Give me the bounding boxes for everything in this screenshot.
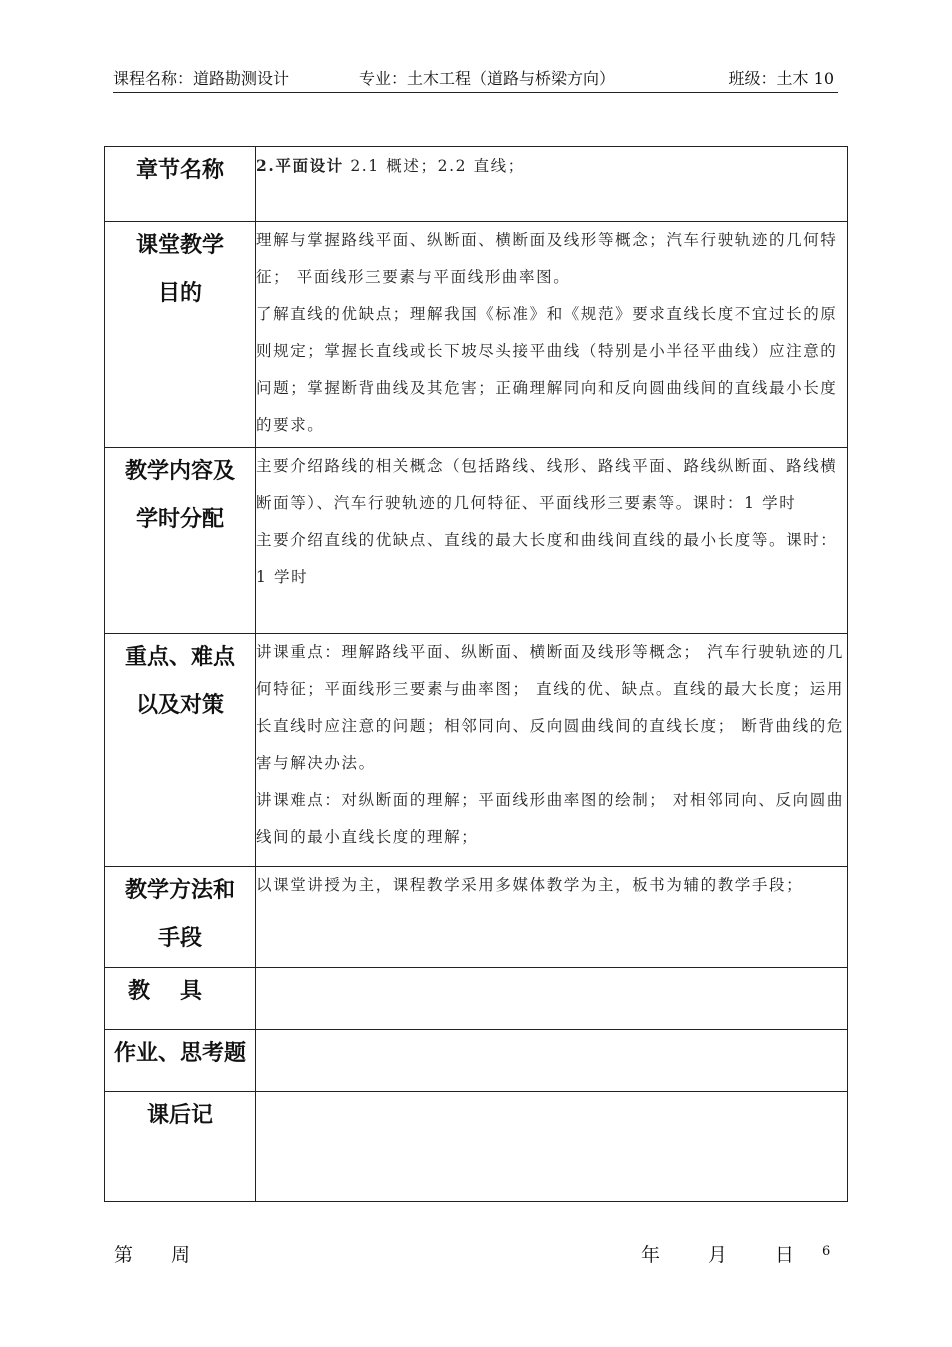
label-key-points-line2: 以及对策 — [135, 693, 224, 718]
row-method — [105, 867, 848, 968]
row-notes — [105, 1092, 848, 1202]
label-content — [105, 448, 256, 634]
chapter-title-rest: 2.1 概述；2.2 直线； — [343, 157, 525, 175]
label-objectives-line2: 目的 — [157, 281, 202, 306]
class-name: 班级：土木 10 — [728, 69, 834, 88]
label-content-line1: 教学内容及 — [124, 459, 235, 484]
content-paragraph-2: 主要介绍直线的优缺点、直线的最大长度和曲线间直线的最小长度等。课时：1 学时 — [256, 531, 838, 586]
row-homework — [105, 1030, 848, 1092]
label-key-points-line1: 重点、难点 — [124, 645, 235, 670]
chapter-title-bold: 2.平面设计 — [256, 156, 344, 175]
label-objectives-line1: 课堂教学 — [135, 233, 224, 258]
key-points-paragraph-1: 讲课重点：理解路线平面、纵断面、横断面及线形等概念； 汽车行驶轨迹的几何特征；平面线形三要素与曲率图； 直线的优、缺点。直线的最大长度；运用长直线时应注意的问题；相邻同向、反向圆曲线间的直线长度； 断背曲线的危害与解决办法。 — [256, 643, 844, 772]
tools-content — [256, 968, 848, 1030]
content-allocation — [256, 448, 848, 634]
row-key-points — [105, 634, 848, 867]
label-chapter: 章节名称 — [105, 147, 256, 222]
objectives-paragraph-1: 理解与掌握路线平面、纵断面、横断面及线形等概念；汽车行驶轨迹的几何特征； 平面线形三要素与平面线形曲率图。 — [256, 231, 838, 286]
date-day: 日 — [775, 1244, 795, 1266]
label-method-line2: 手段 — [157, 926, 202, 951]
row-chapter — [105, 147, 848, 222]
label-homework: 作业、思考题 — [105, 1030, 256, 1092]
major-name: 专业：土木工程（道路与桥梁方向） — [359, 69, 616, 88]
chapter-title — [256, 147, 848, 222]
page-header — [113, 68, 838, 93]
objectives-content — [256, 222, 848, 448]
label-key-points — [105, 634, 256, 867]
label-method-line1: 教学方法和 — [124, 878, 235, 903]
label-content-line2: 学时分配 — [135, 507, 224, 532]
label-notes: 课后记 — [105, 1092, 256, 1202]
content-paragraph-1: 主要介绍路线的相关概念（包括路线、线形、路线平面、路线纵断面、路线横断面等）、汽车行驶轨迹的几何特征、平面线形三要素等。课时：1 学时 — [256, 457, 838, 512]
label-tools — [105, 968, 256, 1030]
row-tools — [105, 968, 848, 1030]
key-points-paragraph-2: 讲课难点：对纵断面的理解；平面线形曲率图的绘制； 对相邻同向、反向圆曲线间的最小直线长度的理解； — [256, 791, 844, 846]
week-prefix: 第 — [114, 1244, 134, 1266]
footer-date — [641, 1243, 794, 1267]
homework-content — [256, 1030, 848, 1092]
footer-week — [114, 1243, 190, 1267]
label-method — [105, 867, 256, 968]
course-name: 课程名称：道路勘测设计 — [113, 69, 290, 88]
method-content: 以课堂讲授为主，课程教学采用多媒体教学为主，板书为辅的教学手段； — [256, 867, 848, 968]
label-objectives — [105, 222, 256, 448]
lesson-plan-table — [104, 146, 848, 1202]
date-year: 年 — [641, 1244, 661, 1266]
label-tools-text: 教具 — [127, 979, 232, 1004]
row-content — [105, 448, 848, 634]
row-objectives — [105, 222, 848, 448]
week-suffix: 周 — [171, 1244, 191, 1266]
notes-content — [256, 1092, 848, 1202]
objectives-paragraph-2: 了解直线的优缺点；理解我国《标准》和《规范》要求直线长度不宜过长的原则规定；掌握长直线或长下坡尽头接平曲线（特别是小半径平曲线）应注意的问题；掌握断背曲线及其危害；正确理解同向和反向圆曲线间的直线最小长度的要求。 — [256, 305, 838, 434]
key-points-content — [256, 634, 848, 867]
page-number: 6 — [822, 1244, 831, 1259]
date-month: 月 — [708, 1244, 728, 1266]
